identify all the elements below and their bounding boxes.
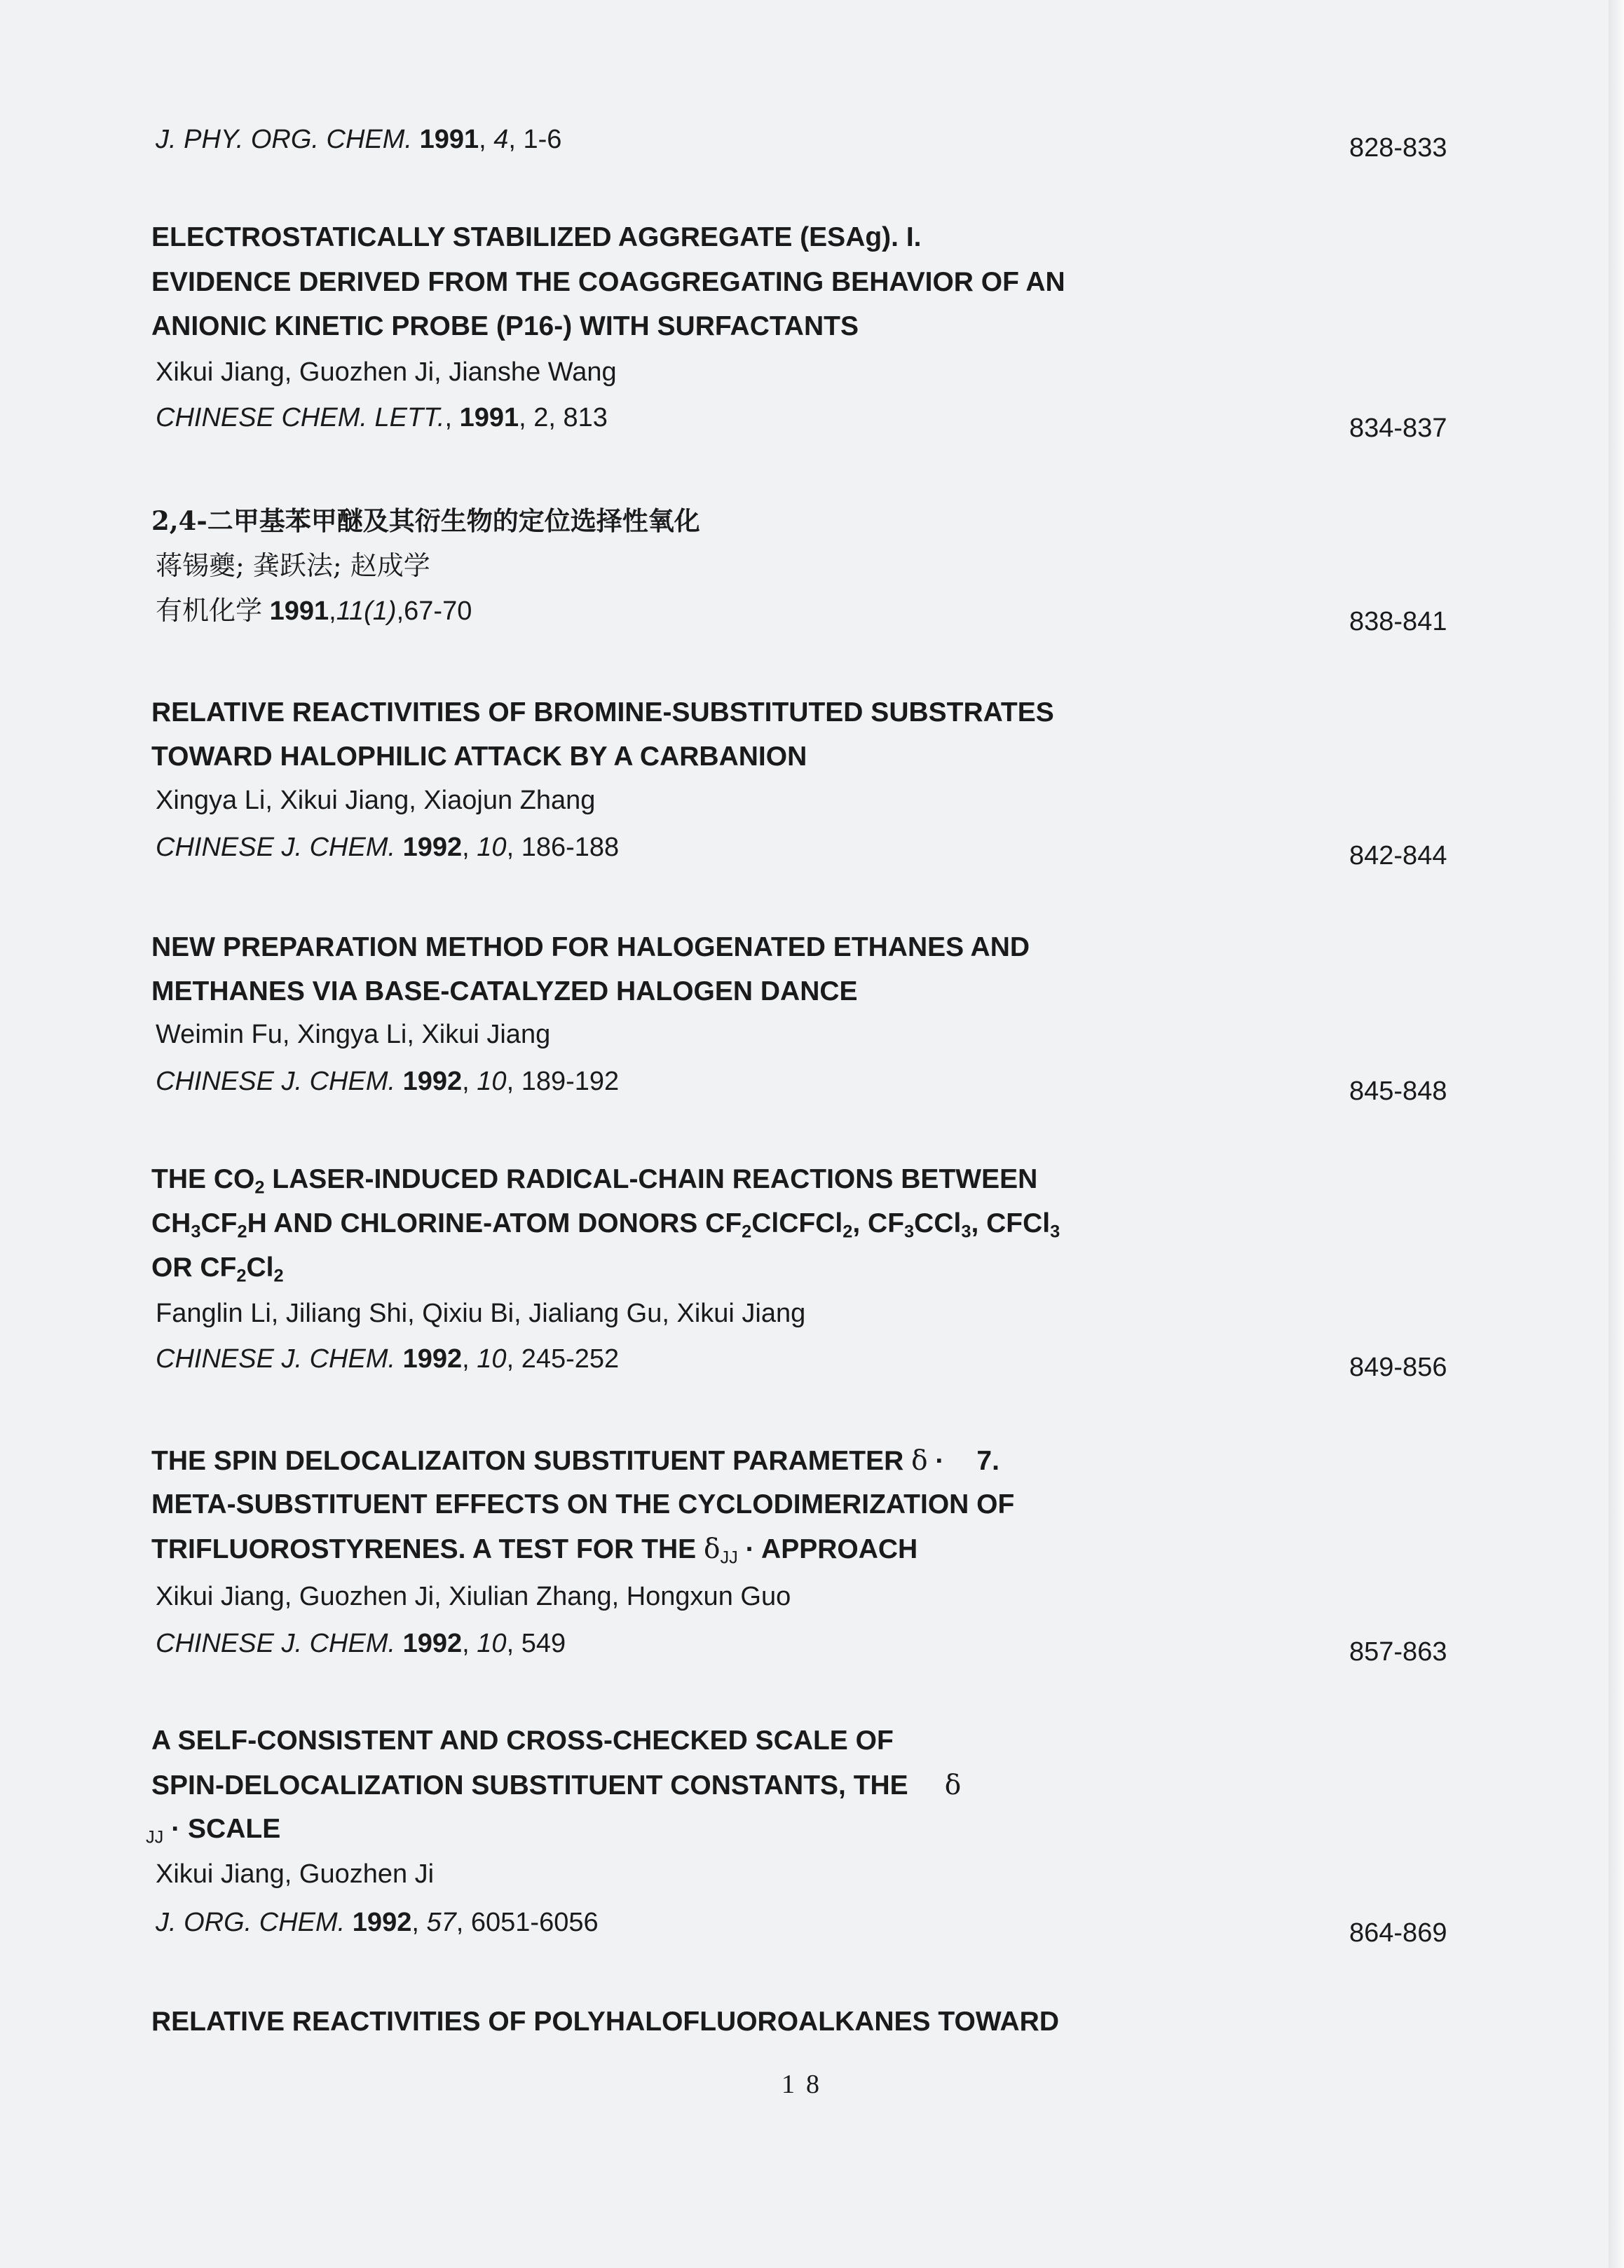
page-range: 864-869 bbox=[1349, 1918, 1447, 1948]
journal-citation: 有机化学 1991,11(1),67-70 bbox=[156, 595, 472, 626]
entry-authors: Weimin Fu, Xingya Li, Xikui Jiang bbox=[156, 1020, 551, 1049]
entry-authors: Fanglin Li, Jiliang Shi, Qixiu Bi, Jialiang Gu, Xikui Jiang bbox=[156, 1299, 806, 1328]
entry-title: SPIN-DELOCALIZATION SUBSTITUENT CONSTANTS, THE δ bbox=[151, 1770, 962, 1801]
page-range: 849-856 bbox=[1349, 1353, 1447, 1382]
entry-title: ANIONIC KINETIC PROBE (P16-) WITH SURFACTANTS bbox=[151, 311, 859, 341]
entry-title: RELATIVE REACTIVITIES OF POLYHALOFLUOROALKANES TOWARD bbox=[151, 2007, 1059, 2037]
entry-title: 2,4-二甲基苯甲醚及其衍生物的定位选择性氧化 bbox=[151, 505, 700, 536]
entry-title: OR $CF_2Cl_2$ bbox=[151, 1252, 284, 1286]
journal-citation: CHINESE J. CHEM. 1992, 10, 245-252 bbox=[156, 1344, 620, 1374]
page-edge-shadow bbox=[1609, 0, 1624, 2268]
entry-authors: Xikui Jiang, Guozhen Ji, Xiulian Zhang, Hongxun Guo bbox=[156, 1582, 791, 1611]
journal-citation: CHINESE CHEM. LETT., 1991, 2, 813 bbox=[156, 403, 608, 432]
entry-title: METHANES VIA BASE-CATALYZED HALOGEN DANCE bbox=[151, 976, 858, 1006]
journal-citation: J. PHY. ORG. CHEM. 1991, 4, 1-6 bbox=[156, 125, 562, 154]
entry-authors: Xikui Jiang, Guozhen Ji bbox=[156, 1859, 435, 1889]
entry-title: $CH_3CF_2H$ AND CHLORINE-ATOM DONORS $CF_2ClCFCl_2$, $CF_3CCl_3$, CFCl$_3$ bbox=[151, 1208, 1060, 1242]
entry-authors: Xikui Jiang, Guozhen Ji, Jianshe Wang bbox=[156, 357, 617, 387]
entry-title: A SELF-CONSISTENT AND CROSS-CHECKED SCALE OF bbox=[151, 1726, 894, 1756]
entry-authors: 蒋锡夔; 龚跃法; 赵成学 bbox=[156, 550, 430, 581]
journal-citation: CHINESE J. CHEM. 1992, 10, 189-192 bbox=[156, 1067, 620, 1096]
entry-title: ELECTROSTATICALLY STABILIZED AGGREGATE (ESAg). I. bbox=[151, 222, 922, 252]
journal-citation: J. ORG. CHEM. 1992, 57, 6051-6056 bbox=[156, 1908, 599, 1937]
journal-citation: CHINESE J. CHEM. 1992, 10, 549 bbox=[156, 1629, 566, 1658]
journal-citation: CHINESE J. CHEM. 1992, 10, 186-188 bbox=[156, 833, 620, 862]
page-range: 834-837 bbox=[1349, 414, 1447, 443]
page-number: 18 bbox=[782, 2070, 831, 2099]
entry-title: $_{JJ}$ · SCALE bbox=[146, 1814, 281, 1847]
page-range: 838-841 bbox=[1349, 607, 1447, 636]
page-range: 845-848 bbox=[1349, 1077, 1447, 1106]
entry-title: THE $CO_2$ LASER-INDUCED RADICAL-CHAIN REACTIONS BETWEEN bbox=[151, 1164, 1038, 1198]
entry-title: TRIFLUOROSTYRENES. A TEST FOR THE $\delta_{JJ}$ · APPROACH bbox=[151, 1533, 918, 1568]
entry-title: RELATIVE REACTIVITIES OF BROMINE-SUBSTITUTED SUBSTRATES bbox=[151, 697, 1054, 727]
entry-title: EVIDENCE DERIVED FROM THE COAGGREGATING BEHAVIOR OF AN bbox=[151, 267, 1065, 297]
entry-title: META-SUBSTITUENT EFFECTS ON THE CYCLODIMERIZATION OF bbox=[151, 1489, 1015, 1519]
page-range: 828-833 bbox=[1349, 133, 1447, 163]
entry-title: NEW PREPARATION METHOD FOR HALOGENATED ETHANES AND bbox=[151, 932, 1030, 962]
entry-title: THE SPIN DELOCALIZAITON SUBSTITUENT PARAMETER δ · 7. bbox=[151, 1445, 999, 1477]
entry-title: TOWARD HALOPHILIC ATTACK BY A CARBANION bbox=[151, 742, 807, 772]
page-range: 842-844 bbox=[1349, 841, 1447, 870]
page-range: 857-863 bbox=[1349, 1637, 1447, 1667]
entry-authors: Xingya Li, Xikui Jiang, Xiaojun Zhang bbox=[156, 786, 596, 815]
